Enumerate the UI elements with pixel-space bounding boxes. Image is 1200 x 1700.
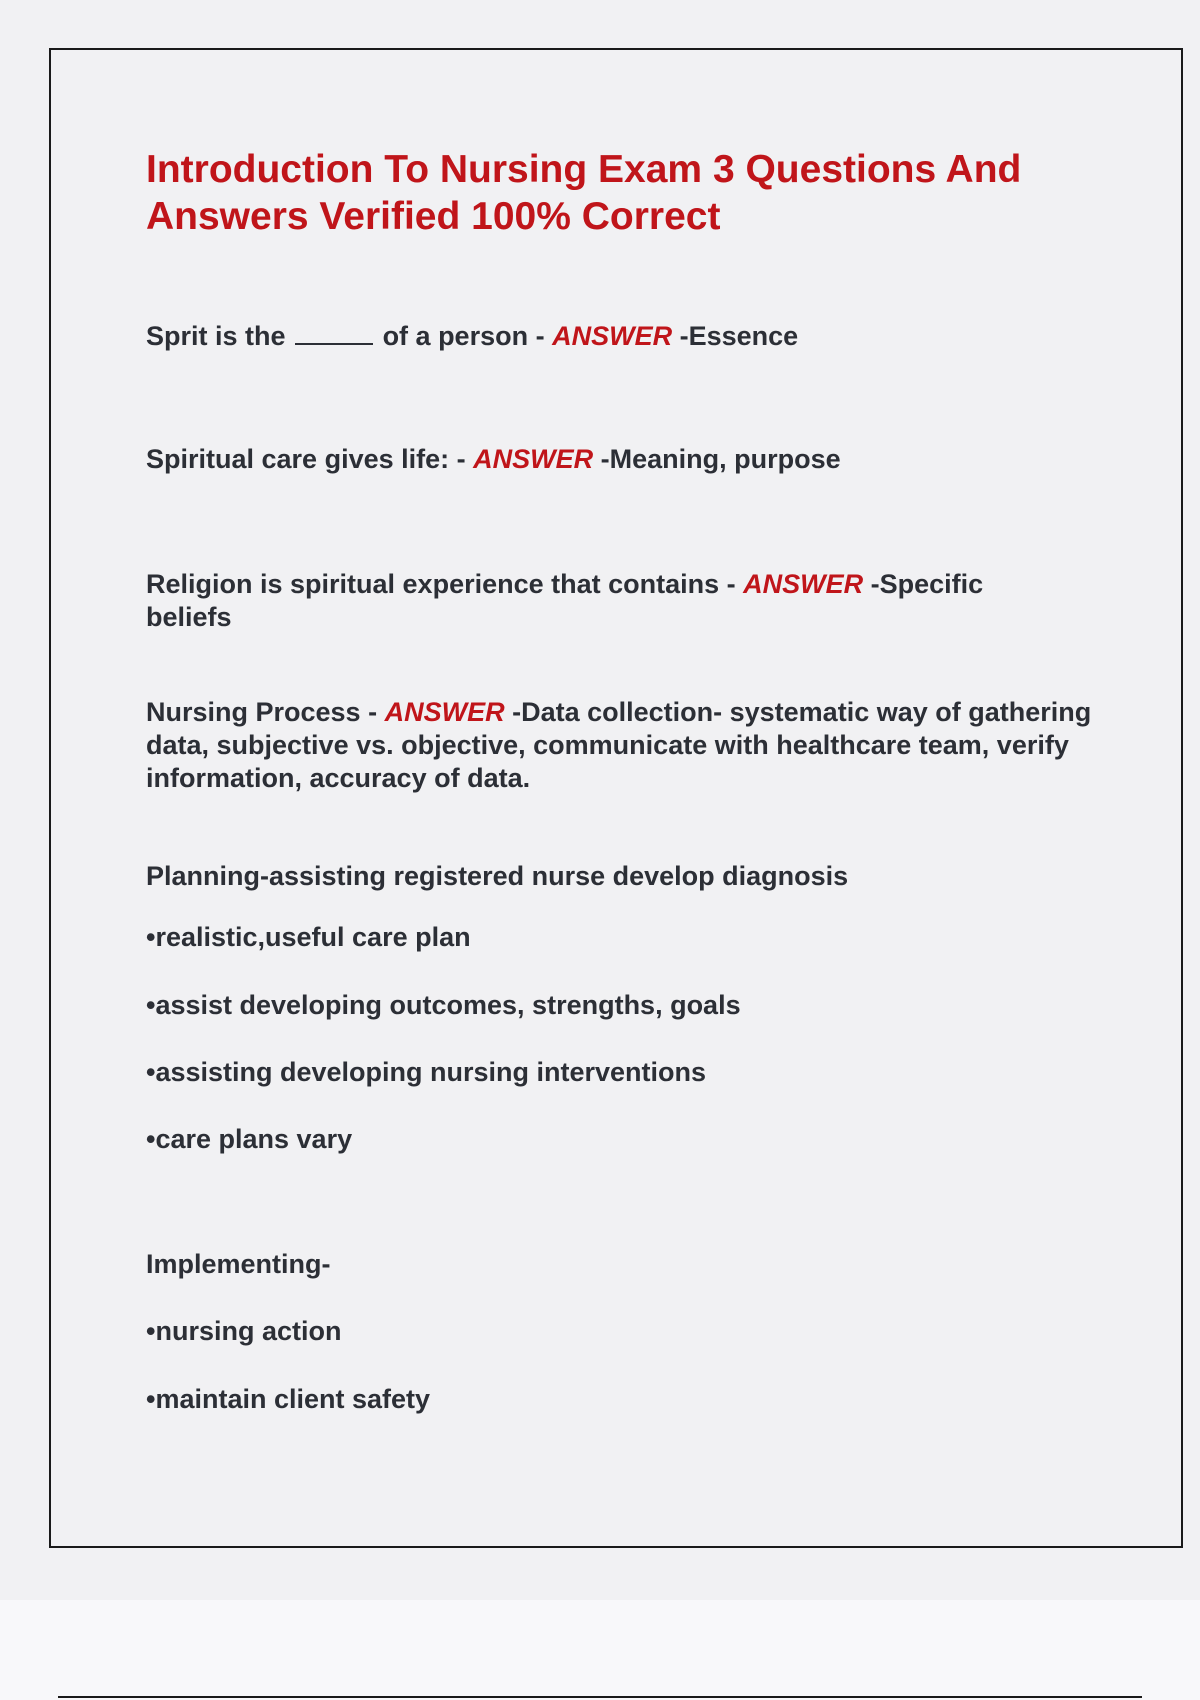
answer-marker: ANSWER: [743, 569, 864, 599]
document-title: Introduction To Nursing Exam 3 Questions And Answers Verified 100% Correct: [146, 148, 1022, 238]
document-page: [49, 48, 1183, 1548]
planning-heading: Planning-assisting registered nurse develop diagnosis: [146, 861, 849, 891]
qa-answer-1: -Essence: [679, 321, 799, 351]
qa-answer-3: -Specific beliefs: [146, 569, 984, 632]
qa-question-2: Spiritual care gives life: -: [146, 444, 474, 474]
answer-marker: ANSWER: [552, 321, 673, 351]
implementing-bullet: •nursing action: [146, 1316, 342, 1346]
implementing-heading: Implementing-: [146, 1249, 331, 1279]
implementing-bullet: •maintain client safety: [146, 1384, 431, 1414]
page-divider: [58, 1696, 1142, 1698]
qa-question-1-start: Sprit is the: [146, 321, 286, 351]
qa-question-1-end: of a person -: [382, 321, 553, 351]
planning-bullet: •care plans vary: [146, 1124, 353, 1154]
planning-bullet: •realistic,useful care plan: [146, 922, 471, 952]
qa-answer-2: -Meaning, purpose: [600, 444, 841, 474]
answer-marker: ANSWER: [473, 444, 594, 474]
qa-item-1: [146, 320, 1126, 353]
qa-item-3: [146, 568, 1046, 634]
qa-item-2: [146, 443, 1126, 476]
fill-in-blank: [295, 342, 373, 345]
planning-bullet: •assisting developing nursing interventions: [146, 1057, 707, 1087]
qa-question-4: Nursing Process -: [146, 697, 385, 727]
planning-bullet: •assist developing outcomes, strengths, goals: [146, 990, 741, 1020]
answer-marker: ANSWER: [384, 697, 505, 727]
qa-item-4: [146, 696, 1136, 795]
next-page-area: [0, 1600, 1200, 1700]
qa-answer-4: -Data collection- systematic way of gathering data, subjective vs. objective, communicate with healthcare team, verify information, accuracy of data.: [146, 697, 1092, 793]
qa-question-3: Religion is spiritual experience that contains -: [146, 569, 744, 599]
